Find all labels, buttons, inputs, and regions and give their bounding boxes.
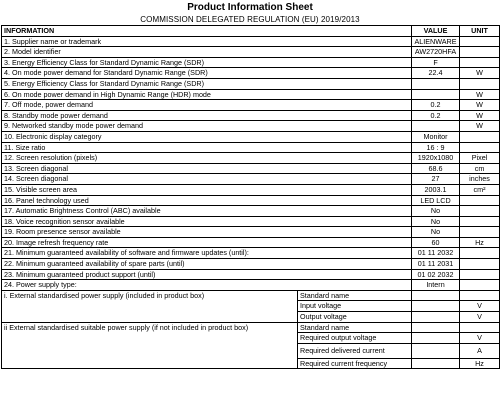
power-supply-unit: Hz: [460, 358, 500, 369]
value-header: VALUE: [412, 26, 460, 37]
row-value: LED LCD: [412, 195, 460, 206]
row-label: 17. Automatic Brightness Control (ABC) available: [2, 206, 412, 217]
row-label: 6. On mode power demand in High Dynamic Range (HDR) mode: [2, 89, 412, 100]
power-supply-value: [412, 301, 460, 312]
header-row: [2, 26, 500, 37]
row-value: [412, 78, 460, 89]
row-label: 13. Screen diagonal: [2, 163, 412, 174]
table-row: [2, 280, 500, 291]
row-label: 23. Minimum guaranteed product support (until): [2, 269, 412, 280]
row-value: 01 11 2032: [412, 248, 460, 259]
information-table: [1, 25, 500, 369]
row-value: No: [412, 227, 460, 238]
power-supply-sub-label: Standard name: [298, 322, 412, 333]
power-supply-unit: V: [460, 301, 500, 312]
row-label: 2. Model identifier: [2, 47, 412, 58]
table-row: [2, 216, 500, 227]
table-row: [2, 206, 500, 217]
power-supply-label: i. External standardised power supply (included in product box): [2, 290, 298, 322]
row-value: ALIENWARE: [412, 36, 460, 47]
row-unit: [460, 78, 500, 89]
table-row: [2, 131, 500, 142]
power-supply-row: [2, 322, 500, 333]
table-row: [2, 57, 500, 68]
row-unit: [460, 131, 500, 142]
row-unit: [460, 227, 500, 238]
table-row: [2, 237, 500, 248]
row-label: 1. Supplier name or trademark: [2, 36, 412, 47]
power-supply-value: [412, 333, 460, 344]
row-unit: [460, 259, 500, 270]
row-value: 22.4: [412, 68, 460, 79]
power-supply-unit: A: [460, 343, 500, 358]
row-unit: W: [460, 68, 500, 79]
table-row: [2, 47, 500, 58]
row-value: 27: [412, 174, 460, 185]
power-supply-sub-label: Required current frequency: [298, 358, 412, 369]
table-row: [2, 174, 500, 185]
table-row: [2, 184, 500, 195]
row-label: 16. Panel technology used: [2, 195, 412, 206]
row-label: 11. Size ratio: [2, 142, 412, 153]
table-row: [2, 142, 500, 153]
table-row: [2, 121, 500, 132]
row-label: 8. Standby mode power demand: [2, 110, 412, 121]
row-label: 21. Minimum guaranteed availability of software and firmware updates (until):: [2, 248, 412, 259]
power-supply-label: ii External standardised suitable power supply (if not included in product box): [2, 322, 298, 369]
row-label: 10. Electronic display category: [2, 131, 412, 142]
power-supply-unit: V: [460, 333, 500, 344]
table-row: [2, 259, 500, 270]
table-row: [2, 36, 500, 47]
row-unit: [460, 57, 500, 68]
power-supply-sub-label: Output voltage: [298, 312, 412, 323]
power-supply-value: [412, 343, 460, 358]
row-label: 15. Visible screen area: [2, 184, 412, 195]
row-label: 9. Networked standby mode power demand: [2, 121, 412, 132]
power-supply-value: [412, 322, 460, 333]
row-label: 20. Image refresh frequency rate: [2, 237, 412, 248]
table-row: [2, 100, 500, 111]
row-unit: [460, 47, 500, 58]
power-supply-value: [412, 290, 460, 301]
row-unit: Pixel: [460, 153, 500, 164]
row-value: [412, 121, 460, 132]
table-row: [2, 195, 500, 206]
row-unit: W: [460, 121, 500, 132]
row-value: AW2720HFA: [412, 47, 460, 58]
power-supply-unit: [460, 322, 500, 333]
power-supply-unit: V: [460, 312, 500, 323]
row-value: No: [412, 216, 460, 227]
power-supply-row: [2, 290, 500, 301]
table-row: [2, 163, 500, 174]
power-supply-unit: [460, 290, 500, 301]
row-unit: [460, 280, 500, 291]
table-row: [2, 110, 500, 121]
information-header: INFORMATION: [2, 26, 412, 37]
page-title: Product Information Sheet: [187, 2, 313, 13]
table-row: [2, 227, 500, 238]
row-unit: [460, 36, 500, 47]
power-supply-value: [412, 358, 460, 369]
row-unit: [460, 216, 500, 227]
row-value: 60: [412, 237, 460, 248]
power-supply-sub-label: Input voltage: [298, 301, 412, 312]
table-row: [2, 153, 500, 164]
row-label: 5. Energy Efficiency Class for Standard Dynamic Range (SDR): [2, 78, 412, 89]
row-value: 0.2: [412, 100, 460, 111]
table-row: [2, 248, 500, 259]
row-unit: [460, 195, 500, 206]
row-value: 16 : 9: [412, 142, 460, 153]
power-supply-sub-label: Required output voltage: [298, 333, 412, 344]
row-unit: cm²: [460, 184, 500, 195]
row-unit: [460, 142, 500, 153]
row-value: 01 02 2032: [412, 269, 460, 280]
row-value: 01 11 2031: [412, 259, 460, 270]
row-label: 7. Off mode, power demand: [2, 100, 412, 111]
row-value: Monitor: [412, 131, 460, 142]
row-unit: Hz: [460, 237, 500, 248]
row-label: 18. Voice recognition sensor available: [2, 216, 412, 227]
row-value: No: [412, 206, 460, 217]
row-label: 14. Screen diagonal: [2, 174, 412, 185]
row-label: 22. Minimum guaranteed availability of spare parts (until): [2, 259, 412, 270]
table-row: [2, 89, 500, 100]
row-label: 4. On mode power demand for Standard Dynamic Range (SDR): [2, 68, 412, 79]
table-row: [2, 78, 500, 89]
row-unit: W: [460, 89, 500, 100]
row-value: [412, 89, 460, 100]
row-unit: [460, 248, 500, 259]
row-value: 68.6: [412, 163, 460, 174]
row-value: 2003.1: [412, 184, 460, 195]
table-row: [2, 68, 500, 79]
row-unit: cm: [460, 163, 500, 174]
power-supply-sub-label: Standard name: [298, 290, 412, 301]
row-value: 0.2: [412, 110, 460, 121]
row-unit: inches: [460, 174, 500, 185]
row-label: 3. Energy Efficiency Class for Standard Dynamic Range (SDR): [2, 57, 412, 68]
power-supply-sub-label: Required delivered current: [298, 343, 412, 358]
row-value: 1920x1080: [412, 153, 460, 164]
row-unit: [460, 269, 500, 280]
row-unit: W: [460, 110, 500, 121]
unit-header: UNIT: [460, 26, 500, 37]
row-value: F: [412, 57, 460, 68]
table-row: [2, 269, 500, 280]
row-label: 24. Power supply type:: [2, 280, 412, 291]
row-value: Intern: [412, 280, 460, 291]
row-label: 19. Room presence sensor available: [2, 227, 412, 238]
power-supply-value: [412, 312, 460, 323]
regulation-subtitle: COMMISSION DELEGATED REGULATION (EU) 2019/2013: [140, 15, 360, 24]
row-unit: [460, 206, 500, 217]
row-label: 12. Screen resolution (pixels): [2, 153, 412, 164]
row-unit: W: [460, 100, 500, 111]
